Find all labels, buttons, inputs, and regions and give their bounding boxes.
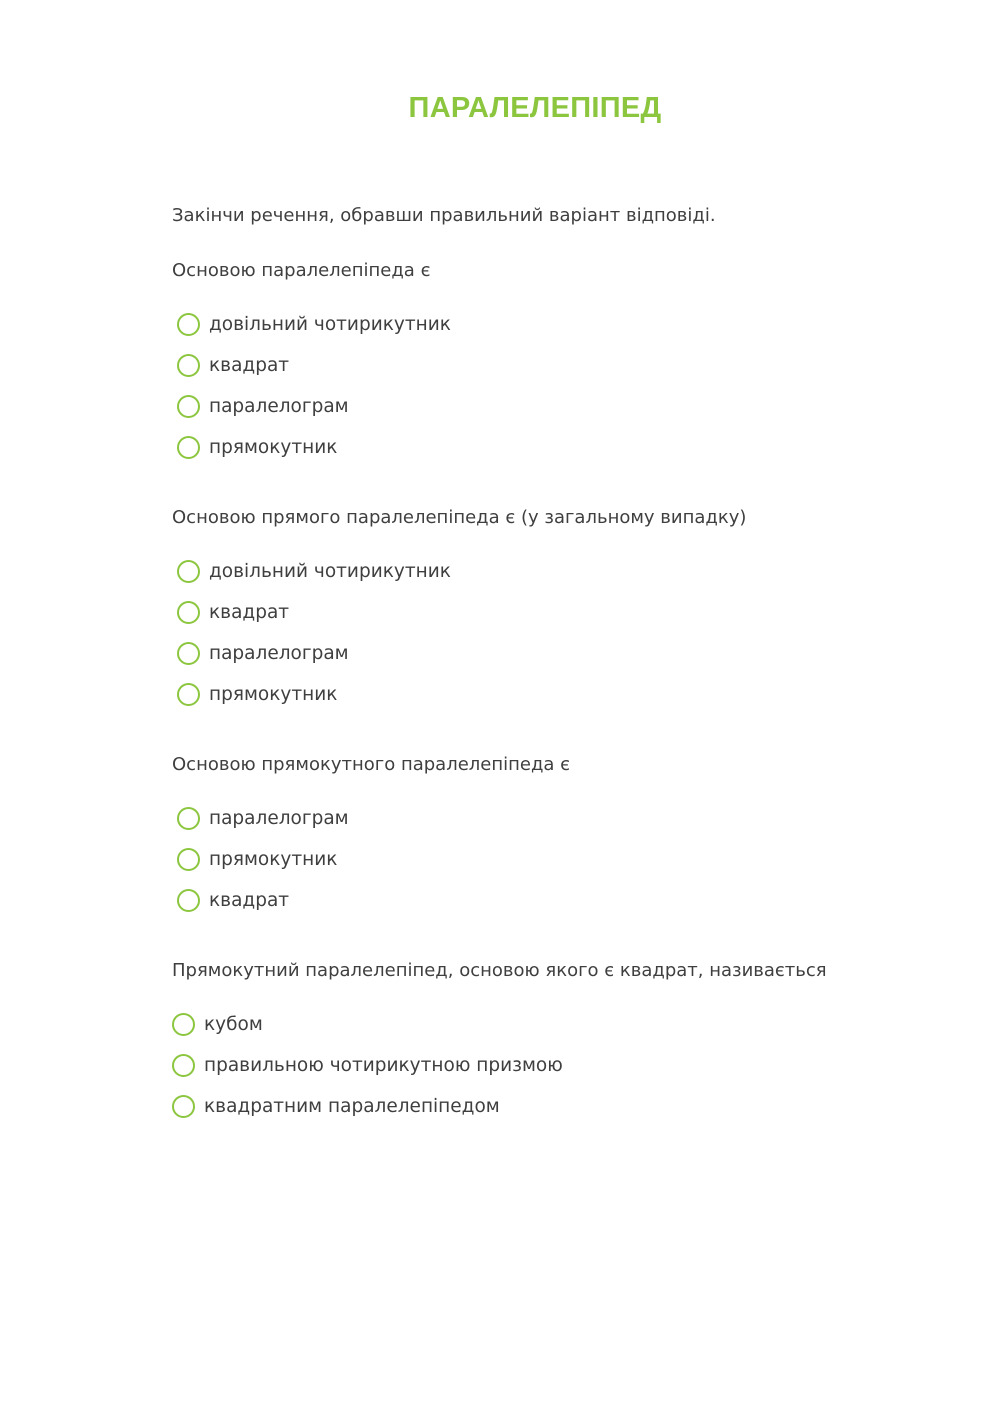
option-label: довільний чотирикутник	[209, 314, 451, 335]
option-label: паралелограм	[209, 808, 349, 829]
option-label: прямокутник	[209, 849, 338, 870]
option-label: паралелограм	[209, 643, 349, 664]
question-1	[172, 259, 451, 468]
options-group	[177, 304, 451, 468]
question-text: Основою паралелепіпеда є	[172, 260, 431, 281]
options-group	[177, 551, 746, 715]
radio-icon[interactable]	[177, 601, 200, 624]
radio-icon[interactable]	[177, 560, 200, 583]
radio-icon[interactable]	[172, 1013, 195, 1036]
options-group	[177, 798, 570, 921]
radio-icon[interactable]	[177, 436, 200, 459]
question-text: Основою прямокутного паралелепіпеда є	[172, 754, 571, 775]
answer-option[interactable]	[177, 839, 570, 880]
answer-option[interactable]	[177, 592, 746, 633]
radio-icon[interactable]	[172, 1054, 195, 1077]
radio-icon[interactable]	[177, 642, 200, 665]
radio-icon[interactable]	[177, 354, 200, 377]
answer-option[interactable]	[177, 633, 746, 674]
answer-option[interactable]	[177, 345, 451, 386]
option-label: правильною чотирикутною призмою	[204, 1055, 563, 1076]
option-label: паралелограм	[209, 396, 349, 417]
options-group	[172, 1004, 827, 1127]
radio-icon[interactable]	[177, 848, 200, 871]
option-label: прямокутник	[209, 437, 338, 458]
option-label: прямокутник	[209, 684, 338, 705]
question-text: Прямокутний паралелепіпед, основою якого є квадрат, називається	[172, 960, 827, 981]
option-label: квадрат	[209, 890, 290, 911]
answer-option[interactable]	[177, 304, 451, 345]
question-3	[172, 753, 570, 921]
option-label: квадрат	[209, 355, 290, 376]
answer-option[interactable]	[177, 551, 746, 592]
page-title: ПАРАЛЕЛЕПІПЕД	[408, 92, 662, 124]
instruction-text: Закінчи речення, обравши правильний варіант відповіді.	[172, 205, 716, 226]
option-label: квадрат	[209, 602, 290, 623]
answer-option[interactable]	[177, 798, 570, 839]
answer-option[interactable]	[172, 1045, 827, 1086]
option-label: квадратним паралелепіпедом	[204, 1096, 500, 1117]
question-4	[172, 959, 827, 1127]
answer-option[interactable]	[172, 1086, 827, 1127]
option-label: кубом	[204, 1014, 263, 1035]
question-2	[172, 506, 746, 715]
radio-icon[interactable]	[177, 889, 200, 912]
radio-icon[interactable]	[177, 313, 200, 336]
answer-option[interactable]	[177, 880, 570, 921]
question-text: Основою прямого паралелепіпеда є (у загальному випадку)	[172, 507, 747, 528]
radio-icon[interactable]	[177, 683, 200, 706]
answer-option[interactable]	[177, 427, 451, 468]
radio-icon[interactable]	[172, 1095, 195, 1118]
answer-option[interactable]	[172, 1004, 827, 1045]
option-label: довільний чотирикутник	[209, 561, 451, 582]
answer-option[interactable]	[177, 386, 451, 427]
radio-icon[interactable]	[177, 395, 200, 418]
answer-option[interactable]	[177, 674, 746, 715]
radio-icon[interactable]	[177, 807, 200, 830]
